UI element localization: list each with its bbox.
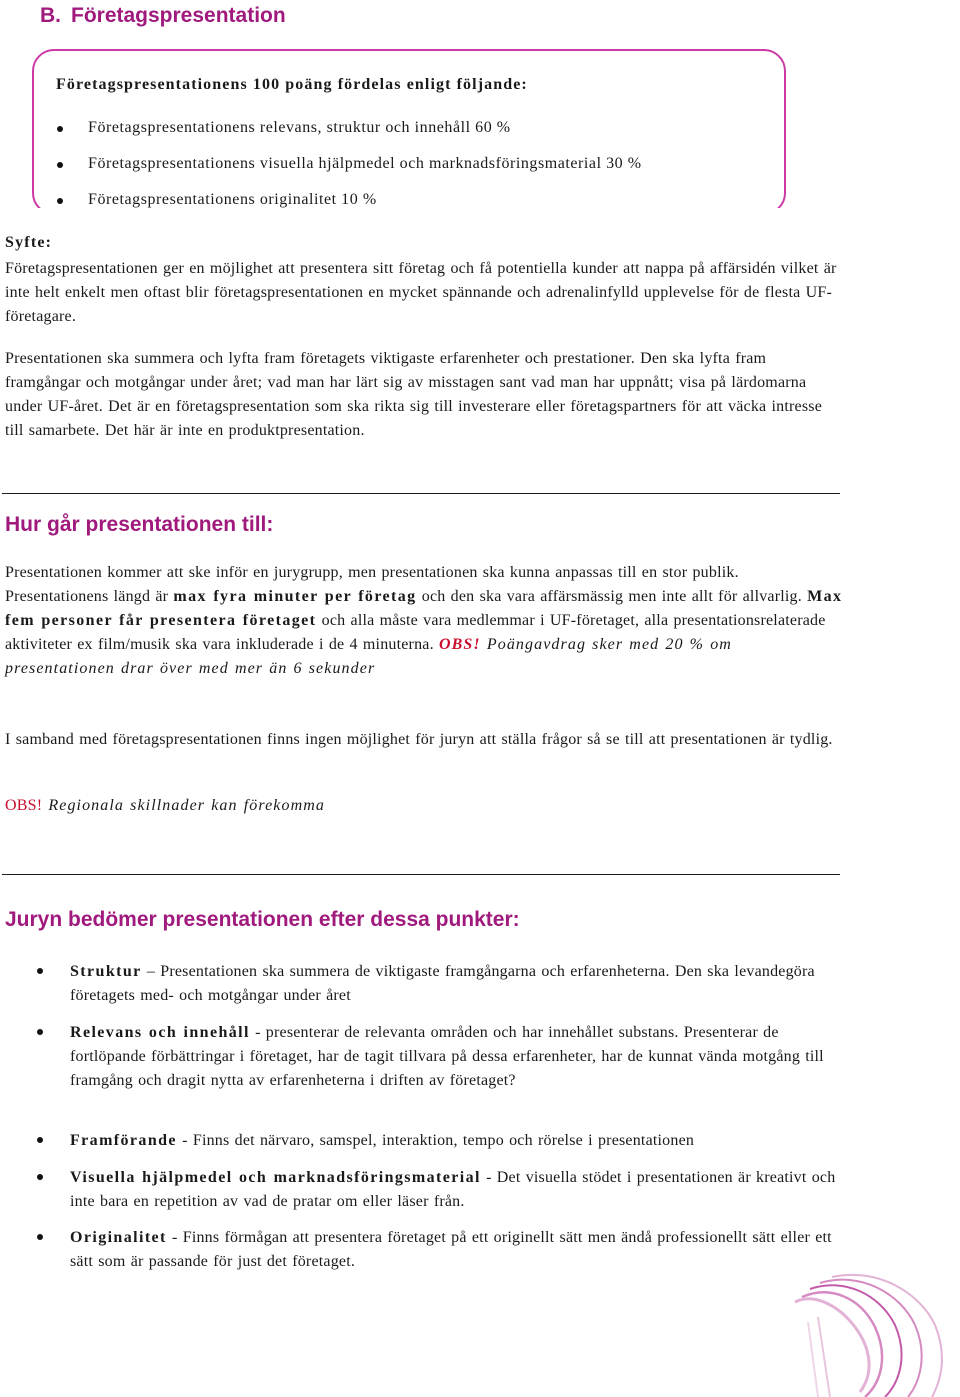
section-heading — [40, 4, 286, 28]
score-item: Företagspresentationens relevans, struktur och innehåll 60 % — [88, 119, 511, 136]
criteria-item — [70, 1129, 840, 1153]
section-letter: B. — [40, 4, 61, 27]
bullet-icon — [37, 1174, 43, 1180]
bullet-icon — [57, 126, 63, 132]
hur-title: Hur går presentationen till: — [5, 513, 274, 536]
bullet-icon — [57, 162, 63, 168]
score-box-edge — [30, 208, 790, 220]
bullet-icon — [37, 968, 43, 974]
criteria-text: - Det visuella stödet i presentationen är kreativt och inte bara en repetition av vad de pratar om eller läser från. — [70, 1169, 836, 1210]
duration-highlight: max fyra minuter per företag — [173, 588, 417, 605]
text-run: Presentationen kommer att ske inför en jurygrupp, men presentationen ska kunna anpassas till en stor publik. Presentationens längd är — [5, 564, 739, 605]
text-run: och den ska vara affärsmässig men inte allt för allvarlig. — [416, 588, 808, 605]
criteria-text: - presenterar de relevanta områden och har innehållet substans. Presenterar de fortlöpande förbättringar i företaget, har de tagit tillvara på dessa erfarenheter, har de kunnat vända motgång till framgång och dragit nytta av erfarenheterna i driften av företaget? — [70, 1024, 824, 1089]
score-item: Företagspresentationens visuella hjälpmedel och marknadsföringsmaterial 30 % — [88, 155, 642, 172]
max-persons-highlight: Max fem personer får presentera företaget — [5, 588, 843, 629]
bullet-icon — [37, 1234, 43, 1240]
criteria-term: Originalitet — [70, 1229, 167, 1246]
criteria-text: - Finns det närvaro, samspel, interaktion, tempo och rörelse i presentationen — [176, 1132, 695, 1149]
penalty-note: Poängavdrag sker med 20 % om presentationen drar över med mer än 6 sekunder — [5, 636, 732, 677]
bullet-icon — [37, 1029, 43, 1035]
syfte-paragraph-2: Presentationen ska summera och lyfta fram företagets viktigaste erfarenheter och prestationer. Den ska lyfta fram framgångar och motgångar under året; vad man har lärt sig av misstagen sant vad man har uppnått; visa på lärdomarna under UF-året. Det är en företagspresentation som ska rikta sig till investerare eller företagspartners för att väcka intresse till samarbete. Det här är inte en produktpresentation. — [5, 350, 823, 439]
criteria-term: Framförande — [70, 1132, 177, 1149]
obs-label: OBS! — [5, 797, 43, 814]
criteria-text: - Finns förmågan att presentera företaget på ett originellt sätt men ändå professionellt sätt eller ett sätt som är passande för just det företaget. — [70, 1229, 832, 1270]
criteria-term: Visuella hjälpmedel och marknadsföringsmaterial — [70, 1169, 481, 1186]
regional-note — [5, 794, 845, 818]
hur-paragraph — [5, 561, 845, 681]
syfte-title: Syfte: — [5, 234, 53, 251]
divider — [2, 874, 840, 875]
juryn-title: Juryn bedömer presentationen efter dessa punkter: — [5, 908, 520, 931]
divider — [2, 493, 840, 494]
criteria-term: Struktur — [70, 963, 142, 980]
score-box-title: Företagspresentationens 100 poäng fördelas enligt följande: — [56, 76, 528, 93]
text-run: och alla måste vara medlemmar i UF-företaget, alla presentationsrelaterade aktiviteter ex film/musik ska vara inkluderade i de 4 minuterna. — [5, 612, 826, 653]
obs-label: OBS! — [438, 636, 481, 653]
criteria-item — [70, 960, 840, 1008]
criteria-text: – Presentationen ska summera de viktigaste framgångarna och erfarenheterna. Den ska levandegöra företagets med- och motgångar under året — [70, 963, 815, 1004]
hur-paragraph-2: I samband med företagspresentationen finns ingen möjlighet för juryn att ställa frågor så se till att presentationen är tydlig. — [5, 731, 833, 748]
criteria-item — [70, 1226, 840, 1274]
regional-note-text: Regionala skillnader kan förekomma — [42, 797, 326, 814]
bullet-icon — [37, 1137, 43, 1143]
criteria-item — [70, 1166, 840, 1214]
section-title: Företagspresentation — [71, 4, 286, 27]
syfte-paragraph: Företagspresentationen ger en möjlighet att presentera sitt företag och få potentiella kunder att nappa på affärsidén vilket är inte helt enkelt men oftast blir företagspresentationen en mycket spännande och adrenalinfylld upplevelse för de flesta UF-företagare. — [5, 260, 837, 325]
criteria-term: Relevans och innehåll — [70, 1024, 250, 1041]
bullet-icon — [57, 198, 63, 204]
uf-logo-icon — [760, 1197, 960, 1397]
criteria-item — [70, 1021, 840, 1093]
score-item: Företagspresentationens originalitet 10 % — [88, 191, 377, 208]
